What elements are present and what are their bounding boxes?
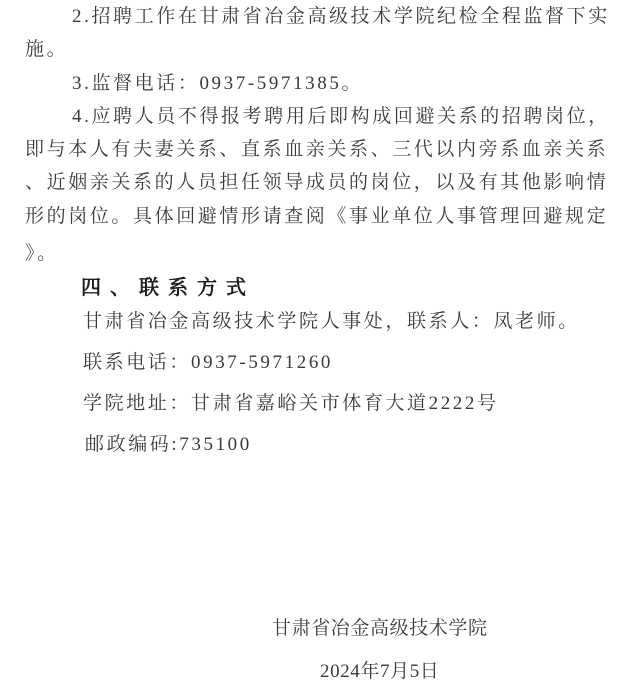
- signature-organization: 甘肃省冶金高级技术学院: [272, 618, 488, 639]
- paragraph-clause4-line2: 即与本人有夫妻关系、直系血亲关系、三代以内旁系血亲关系: [25, 139, 609, 160]
- signature-date: 2024年7月5日: [320, 661, 440, 682]
- paragraph-clause4-line4: 形的岗位。具体回避情形请查阅《事业单位人事管理回避规定: [25, 206, 609, 227]
- contact-address-line: 学院地址：甘肃省嘉峪关市体育大道2222号: [83, 393, 499, 414]
- contact-org-line: 甘肃省冶金高级技术学院人事处，联系人：凤老师。: [83, 311, 580, 332]
- paragraph-clause3: 3.监督电话：0937-5971385。: [72, 73, 364, 94]
- paragraph-clause4-line5: 》。: [25, 243, 59, 264]
- paragraph-clause4-line1: 4.应聘人员不得报考聘用后即构成回避关系的招聘岗位，: [72, 106, 610, 127]
- section-heading-contact: 四、联系方式: [81, 277, 255, 299]
- paragraph-clause2-line2: 施。: [25, 39, 69, 60]
- paragraph-clause2-line1: 2.招聘工作在甘肃省冶金高级技术学院纪检全程监督下实: [72, 6, 610, 27]
- paragraph-clause4-line3: 、近姻亲关系的人员担任领导成员的岗位，以及有其他影响情: [25, 172, 609, 193]
- contact-phone-line: 联系电话：0937-5971260: [83, 352, 334, 373]
- contact-postcode-line: 邮政编码:735100: [85, 434, 252, 455]
